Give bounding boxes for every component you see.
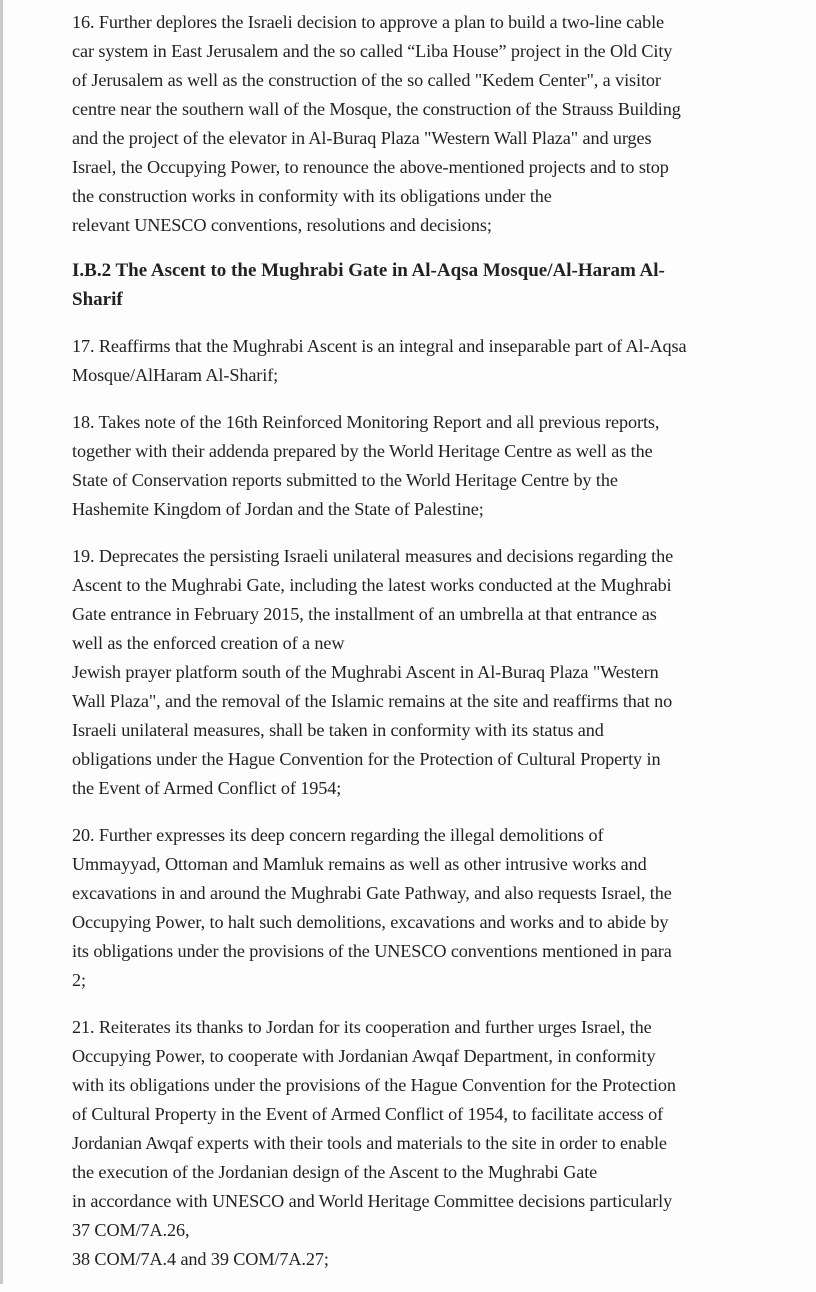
paragraph-line: obligations under the Hague Convention for the Protection of Cultural Property in	[72, 749, 661, 769]
paragraph-line: Ascent to the Mughrabi Gate, including the latest works conducted at the Mughrabi	[72, 575, 672, 595]
paragraph-17	[72, 332, 762, 390]
paragraph-line: 38 COM/7A.4 and 39 COM/7A.27;	[72, 1249, 329, 1269]
paragraph-line: centre near the southern wall of the Mosque, the construction of the Strauss Building	[72, 99, 681, 119]
paragraph-line: Hashemite Kingdom of Jordan and the State of Palestine;	[72, 499, 484, 519]
paragraph-line: 20. Further expresses its deep concern regarding the illegal demolitions of	[72, 825, 604, 845]
paragraph-line: car system in East Jerusalem and the so called “Liba House” project in the Old City	[72, 41, 673, 61]
paragraph-line: the Event of Armed Conflict of 1954;	[72, 778, 342, 798]
paragraph-line: Ummayyad, Ottoman and Mamluk remains as well as other intrusive works and	[72, 854, 647, 874]
paragraph-18	[72, 408, 762, 524]
paragraph-line: well as the enforced creation of a new	[72, 633, 345, 653]
paragraph-16	[72, 8, 762, 240]
paragraph-line: of Cultural Property in the Event of Armed Conflict of 1954, to facilitate access of	[72, 1104, 664, 1124]
paragraph-20	[72, 821, 762, 995]
paragraph-line: in accordance with UNESCO and World Heritage Committee decisions particularly	[72, 1191, 673, 1211]
paragraph-line: Jewish prayer platform south of the Mughrabi Ascent in Al-Buraq Plaza "Western	[72, 662, 659, 682]
heading-line: Sharif	[72, 289, 123, 310]
paragraph-line: excavations in and around the Mughrabi Gate Pathway, and also requests Israel, the	[72, 883, 672, 903]
document-body	[72, 8, 762, 1292]
paragraph-line: Israeli unilateral measures, shall be taken in conformity with its status and	[72, 720, 604, 740]
heading-line: I.B.2 The Ascent to the Mughrabi Gate in Al-Aqsa Mosque/Al-Haram Al-	[72, 260, 665, 281]
paragraph-line: 21. Reiterates its thanks to Jordan for its cooperation and further urges Israel, the	[72, 1017, 652, 1037]
paragraph-line: Wall Plaza", and the removal of the Islamic remains at the site and reaffirms that no	[72, 691, 673, 711]
paragraph-line: Occupying Power, to halt such demolitions, excavations and works and to abide by	[72, 912, 669, 932]
paragraph-line: 37 COM/7A.26,	[72, 1220, 190, 1240]
paragraph-line: 2;	[72, 970, 86, 990]
paragraph-line: with its obligations under the provisions of the Hague Convention for the Protection	[72, 1075, 676, 1095]
paragraph-line: State of Conservation reports submitted to the World Heritage Centre by the	[72, 470, 618, 490]
paragraph-line: of Jerusalem as well as the construction of the so called "Kedem Center", a visitor	[72, 70, 661, 90]
paragraph-line: the execution of the Jordanian design of the Ascent to the Mughrabi Gate	[72, 1162, 598, 1182]
paragraph-line: 17. Reaffirms that the Mughrabi Ascent is an integral and inseparable part of Al-Aqsa	[72, 336, 687, 356]
paragraph-19	[72, 542, 762, 803]
paragraph-line: Israel, the Occupying Power, to renounce the above-mentioned projects and to stop	[72, 157, 669, 177]
paragraph-line: 18. Takes note of the 16th Reinforced Monitoring Report and all previous reports,	[72, 412, 660, 432]
paragraph-line: and the project of the elevator in Al-Buraq Plaza "Western Wall Plaza" and urges	[72, 128, 652, 148]
paragraph-line: its obligations under the provisions of the UNESCO conventions mentioned in para	[72, 941, 672, 961]
paragraph-line: 16. Further deplores the Israeli decision to approve a plan to build a two-line cable	[72, 12, 665, 32]
paragraph-line: Jordanian Awqaf experts with their tools and materials to the site in order to enable	[72, 1133, 667, 1153]
paragraph-line: together with their addenda prepared by the World Heritage Centre as well as the	[72, 441, 653, 461]
paragraph-line: Occupying Power, to cooperate with Jordanian Awqaf Department, in conformity	[72, 1046, 656, 1066]
paragraph-line: relevant UNESCO conventions, resolutions and decisions;	[72, 215, 492, 235]
paragraph-line: Gate entrance in February 2015, the installment of an umbrella at that entrance as	[72, 604, 657, 624]
page-left-border	[0, 0, 3, 1284]
paragraph-21	[72, 1013, 762, 1274]
paragraph-line: Mosque/AlHaram Al-Sharif;	[72, 365, 279, 385]
paragraph-line: 19. Deprecates the persisting Israeli unilateral measures and decisions regarding the	[72, 546, 674, 566]
paragraph-line: the construction works in conformity with its obligations under the	[72, 186, 552, 206]
section-heading	[72, 256, 762, 314]
